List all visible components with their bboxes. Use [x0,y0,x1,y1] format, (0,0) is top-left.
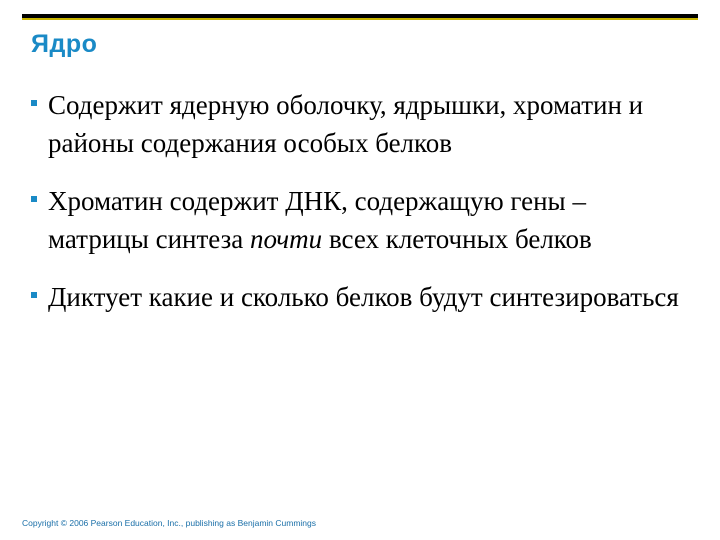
bullet-text: Содержит ядерную оболочку, ядрышки, хроматин и районы содержания особых белков [48,90,644,158]
bullet-text: Диктует какие и сколько белков будут синтезироваться [48,282,679,312]
bullet-item [31,182,691,258]
bullet-item [31,278,691,316]
square-bullet-icon [31,292,37,298]
bullet-list [31,86,691,336]
bullet-text-emphasis: почти [250,224,323,254]
slide-title: Ядро [31,30,98,58]
square-bullet-icon [31,196,37,202]
bullet-text-after: всех клеточных белков [322,224,592,254]
bullet-text-before: Хроматин содержит ДНК, содержащую гены – матрицы синтеза [48,186,586,254]
bullet-item [31,86,691,162]
square-bullet-icon [31,100,37,106]
header-rule-accent [22,18,698,20]
copyright-notice: Copyright © 2006 Pearson Education, Inc., publishing as Benjamin Cummings [22,518,317,528]
